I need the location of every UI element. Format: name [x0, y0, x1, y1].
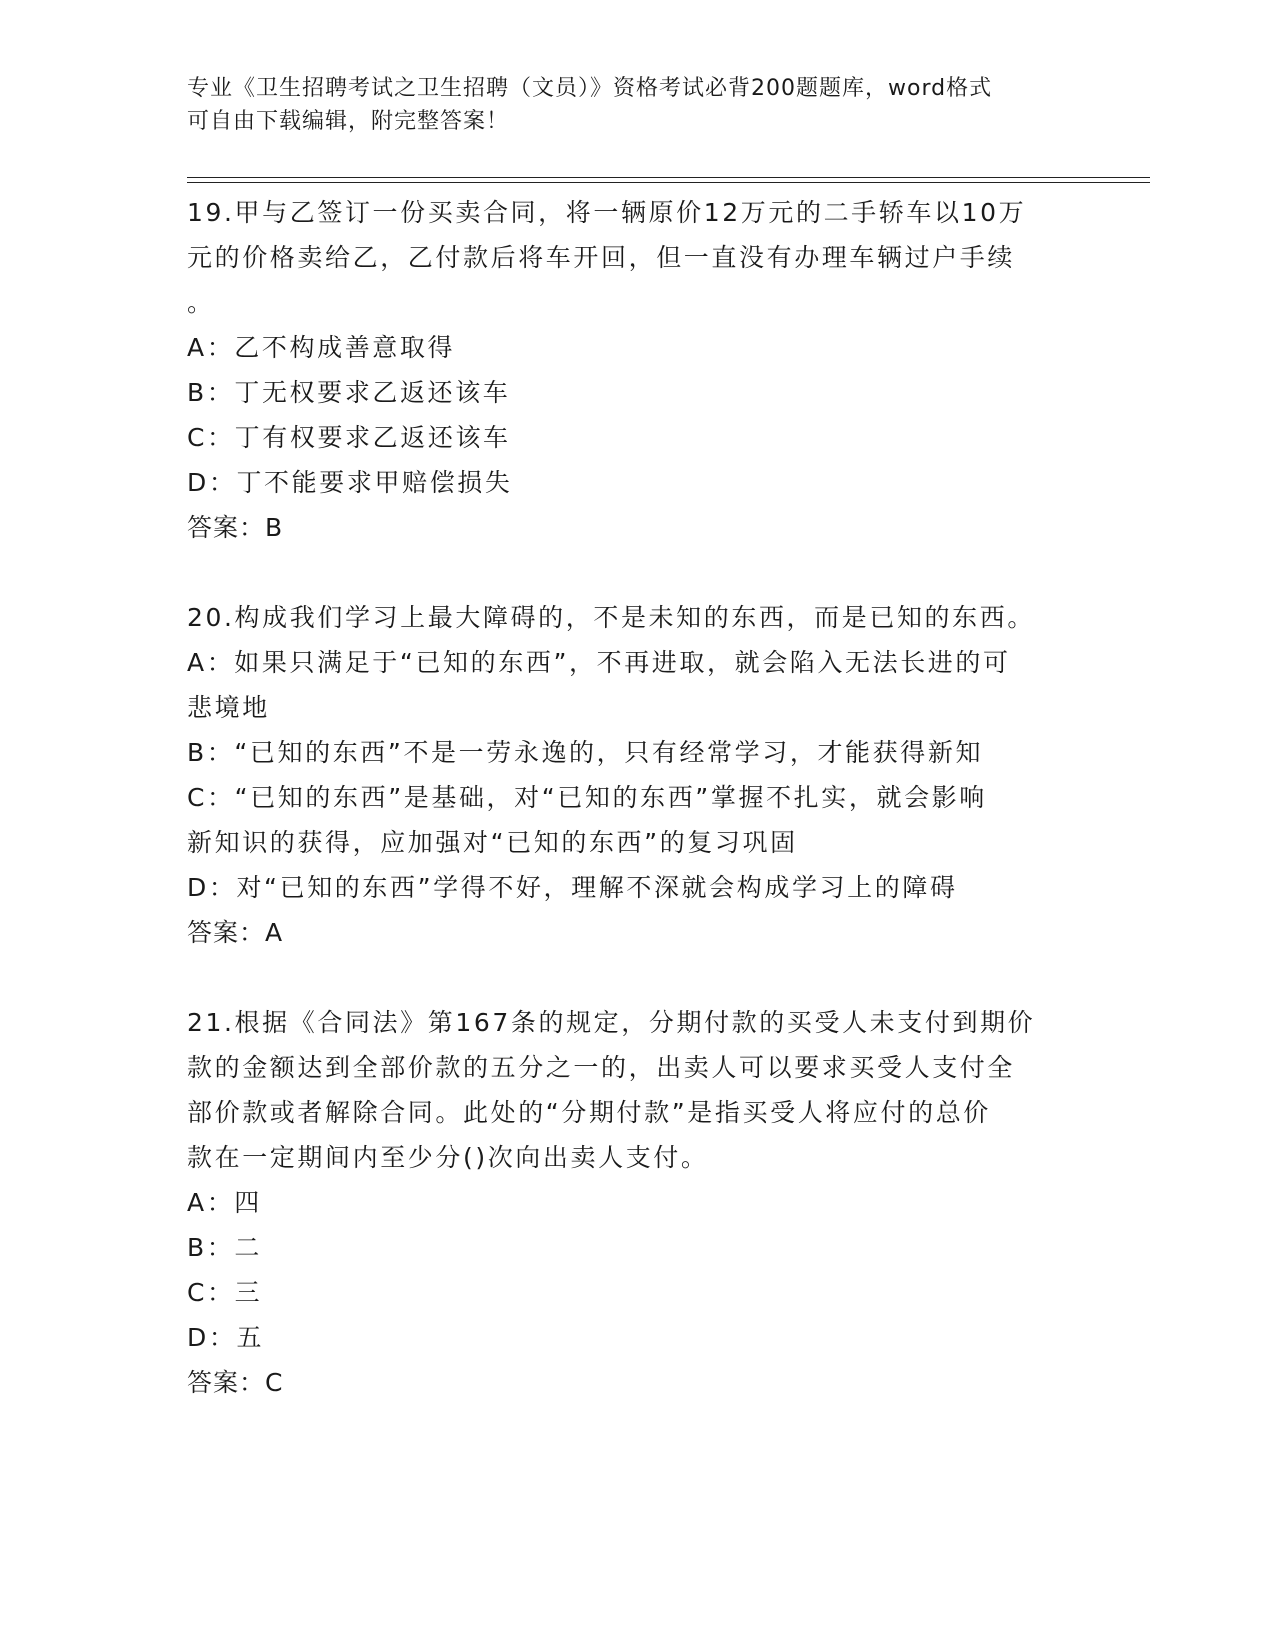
question-stem-line: 部价款或者解除合同。此处的“分期付款”是指买受人将应付的总价 — [187, 1098, 991, 1127]
option-a: A：乙不构成善意取得 — [187, 333, 456, 362]
header-line-2: 可自由下载编辑，附完整答案！ — [187, 109, 510, 134]
option-a-continued: 悲境地 — [187, 693, 270, 722]
option-b: B：“已知的东西”不是一劳永逸的，只有经常学习，才能获得新知 — [187, 738, 984, 767]
question-stem-line: 20.构成我们学习上最大障碍的，不是未知的东西，而是已知的东西。 — [187, 603, 1035, 632]
option-c: C：丁有权要求乙返还该车 — [187, 423, 511, 452]
header-divider-top — [187, 177, 1150, 178]
option-a: A：四 — [187, 1188, 262, 1217]
option-d: D：丁不能要求甲赔偿损失 — [187, 468, 513, 497]
option-c-continued: 新知识的获得，应加强对“已知的东西”的复习巩固 — [187, 828, 798, 857]
header-divider-bottom — [187, 182, 1150, 183]
option-d: D：五 — [187, 1323, 265, 1352]
answer-label: 答案：A — [187, 918, 284, 947]
document-header — [187, 72, 1067, 138]
option-b: B：二 — [187, 1233, 262, 1262]
answer-label: 答案：C — [187, 1368, 284, 1397]
option-d: D：对“已知的东西”学得不好，理解不深就会构成学习上的障碍 — [187, 873, 958, 902]
question-list — [187, 190, 1087, 1450]
question-stem-line: 19.甲与乙签订一份买卖合同，将一辆原价12万元的二手轿车以10万 — [187, 198, 1027, 227]
option-c: C：三 — [187, 1278, 263, 1307]
question-19 — [187, 190, 1087, 550]
option-c: C：“已知的东西”是基础，对“已知的东西”掌握不扎实，就会影响 — [187, 783, 987, 812]
question-stem-line: 款的金额达到全部价款的五分之一的，出卖人可以要求买受人支付全 — [187, 1053, 1016, 1082]
question-stem-line: 款在一定期间内至少分()次向出卖人支付。 — [187, 1143, 709, 1172]
question-stem-line: 21.根据《合同法》第167条的规定，分期付款的买受人未支付到期价 — [187, 1008, 1036, 1037]
option-a: A：如果只满足于“已知的东西”，不再进取，就会陷入无法长进的可 — [187, 648, 1011, 677]
header-line-1: 专业《卫生招聘考试之卫生招聘（文员）》资格考试必背200题题库，word格式 — [187, 76, 993, 101]
option-b: B：丁无权要求乙返还该车 — [187, 378, 511, 407]
question-stem-line: 元的价格卖给乙，乙付款后将车开回，但一直没有办理车辆过户手续 — [187, 243, 1016, 272]
question-21 — [187, 1000, 1087, 1405]
question-stem-line: 。 — [187, 288, 215, 317]
question-20 — [187, 595, 1087, 955]
answer-label: 答案：B — [187, 513, 284, 542]
